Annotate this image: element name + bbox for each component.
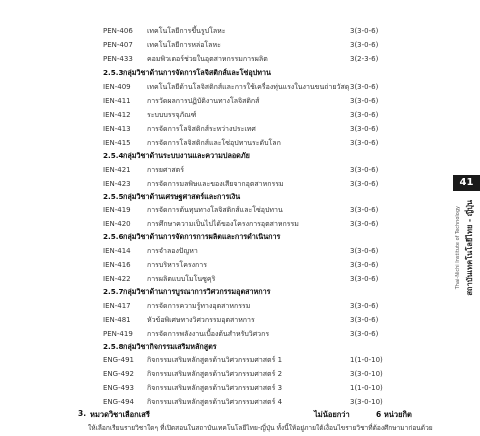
- course-credit: 3(3-0-6): [350, 139, 379, 147]
- course-row: [0, 244, 440, 258]
- course-code: ENG-491: [103, 356, 134, 364]
- course-code: PEN-407: [103, 41, 133, 49]
- course-title: เทคโนโลยีการขึ้นรูปโลหะ: [147, 27, 226, 35]
- footer-number: 3.: [78, 409, 87, 418]
- section-number: 2.5.7: [103, 287, 124, 296]
- course-credit: 3(3-0-6): [350, 125, 379, 133]
- section-heading: [103, 190, 433, 204]
- course-credit: 3(3-0-6): [350, 97, 379, 105]
- course-credit: 3(3-0-6): [350, 275, 379, 283]
- institute-sidebar: [452, 200, 480, 296]
- institute-name-th: สถาบันเทคโนโลยีไทย - ญี่ปุ่น: [465, 200, 474, 296]
- section-title: กลุ่มวิชาด้านระบบงานและความปลอดภัย: [123, 151, 250, 160]
- course-code: IEN-409: [103, 83, 131, 91]
- course-code: IEN-415: [103, 139, 131, 147]
- course-title: การจัดการความรู้ทางอุตสาหกรรม: [147, 302, 251, 310]
- course-code: ENG-492: [103, 370, 134, 378]
- course-title: การจัดการมลพิษและของเสียจากอุตสาหกรรม: [147, 180, 284, 188]
- course-credit: 3(3-0-6): [350, 41, 379, 49]
- course-title: การจัดการโลจิสติกส์ระหว่างประเทศ: [147, 125, 256, 133]
- course-credit: 3(3-0-6): [350, 166, 379, 174]
- institute-name-en: Thai-Nichi Institute of Technology: [455, 206, 461, 290]
- course-credit: 3(3-0-6): [350, 247, 379, 255]
- course-code: IEN-411: [103, 97, 131, 105]
- course-credit: 1(1-0-10): [350, 356, 383, 364]
- course-code: PEN-406: [103, 27, 133, 35]
- section-heading: [103, 149, 433, 163]
- section-number: 2.5.5: [103, 192, 124, 201]
- course-title: คอมพิวเตอร์ช่วยในอุตสาหกรรมการผลิต: [147, 55, 268, 63]
- course-row: [0, 217, 440, 231]
- footer-min-value: 6 หน่วยกิต: [376, 410, 412, 419]
- course-credit: 3(3-0-6): [350, 27, 379, 35]
- course-row: [0, 80, 440, 94]
- course-code: IEN-420: [103, 220, 131, 228]
- course-row: [0, 367, 440, 381]
- course-row: [0, 24, 440, 38]
- course-code: IEN-416: [103, 261, 131, 269]
- section-title: กลุ่มวิชาด้านการจัดการการผลิตและการดำเนินการ: [123, 232, 281, 241]
- course-title: การผลิตแบบโมโนซูคุริ: [147, 275, 216, 283]
- course-code: IEN-422: [103, 275, 131, 283]
- section-heading: [103, 340, 433, 354]
- course-credit: 3(3-0-10): [350, 370, 383, 378]
- course-code: IEN-413: [103, 125, 131, 133]
- footer-title: หมวดวิชาเลือกเสรี: [90, 410, 150, 419]
- section-number: 2.5.8: [103, 342, 124, 351]
- course-code: IEN-417: [103, 302, 131, 310]
- course-credit: 3(3-0-6): [350, 330, 379, 338]
- course-title: กิจกรรมเสริมหลักสูตรด้านวิศวกรรมศาสตร์ 2: [147, 370, 283, 378]
- course-code: IEN-414: [103, 247, 131, 255]
- course-row: [0, 299, 440, 313]
- course-row: [0, 353, 440, 367]
- course-row: [0, 177, 440, 191]
- course-credit: 3(3-0-6): [350, 302, 379, 310]
- course-title: การวัดผลการปฏิบัติงานทางโลจิสติกส์: [147, 97, 260, 105]
- course-row: [0, 52, 440, 66]
- page-number-tab: 41: [453, 175, 480, 191]
- course-row: [0, 94, 440, 108]
- section-title: กลุ่มวิชาด้านเศรษฐศาสตร์และการเงิน: [123, 192, 241, 201]
- course-code: ENG-493: [103, 384, 134, 392]
- course-title: การยศาสตร์: [147, 166, 184, 174]
- course-title: เทคโนโลยีการหล่อโลหะ: [147, 41, 221, 49]
- course-title: การจัดการพลังงานเบื้องต้นสำหรับวิศวกร: [147, 330, 270, 338]
- course-title: เทคโนโลยีด้านโลจิสติกส์และการใช้เครื่องทุ่นแรงในงานขนถ่ายวัสดุ: [147, 83, 350, 91]
- course-credit: 3(3-0-6): [350, 206, 379, 214]
- section-title: กลุ่มวิชากิจกรรมเสริมหลักสูตร: [123, 342, 217, 351]
- course-code: IEN-421: [103, 166, 131, 174]
- course-code: PEN-419: [103, 330, 133, 338]
- section-heading: [103, 66, 433, 80]
- course-title: การบริหารโครงการ: [147, 261, 207, 269]
- free-elective-note: ให้เลือกเรียนรายวิชาใดๆ ที่เปิดสอนในสถาบันเทคโนโลยีไทย-ญี่ปุ่น ทั้งนี้ให้อยู่ภายใต้เงื่อนไขรายวิชาที่ต้องศึกษามาก่อนด้วย: [88, 424, 433, 432]
- course-title: กิจกรรมเสริมหลักสูตรด้านวิศวกรรมศาสตร์ 4: [147, 398, 283, 406]
- course-title: กิจกรรมเสริมหลักสูตรด้านวิศวกรรมศาสตร์ 3: [147, 384, 283, 392]
- course-credit: 3(3-0-6): [350, 111, 379, 119]
- course-title: กิจกรรมเสริมหลักสูตรด้านวิศวกรรมศาสตร์ 1: [147, 356, 283, 364]
- course-row: [0, 395, 440, 409]
- section-title: กลุ่มวิชาด้านการจัดการโลจิสติกส์และโซ่อุปทาน: [123, 68, 271, 77]
- course-row: [0, 203, 440, 217]
- section-number: 2.5.3: [103, 68, 124, 77]
- course-title: การจัดการโลจิสติกส์และโซ่อุปทานระดับโลก: [147, 139, 281, 147]
- section-heading: [103, 285, 433, 299]
- course-row: [0, 327, 440, 341]
- course-credit: 3(3-0-6): [350, 220, 379, 228]
- course-row: [0, 258, 440, 272]
- course-code: IEN-481: [103, 316, 131, 324]
- course-row: [0, 38, 440, 52]
- section-number: 2.5.6: [103, 232, 124, 241]
- course-code: ENG-494: [103, 398, 134, 406]
- course-credit: 3(3-0-6): [350, 261, 379, 269]
- course-title: การจัดการต้นทุนทางโลจิสติกส์และโซ่อุปทาน: [147, 206, 283, 214]
- section-heading: [103, 230, 433, 244]
- course-row: [0, 136, 440, 150]
- course-title: หัวข้อพิเศษทางวิศวกรรมอุตสาหการ: [147, 316, 255, 324]
- course-title: การจำลองปัญหา: [147, 247, 198, 255]
- course-title: การศึกษาความเป็นไปได้ของโครงการอุตสาหกรรม: [147, 220, 299, 228]
- course-credit: 3(3-0-6): [350, 180, 379, 188]
- section-title: กลุ่มวิชาด้านการบูรณาการวิศวกรรมอุตสาหการ: [123, 287, 271, 296]
- course-row: [0, 163, 440, 177]
- course-title: ระบบบรรจุภัณฑ์: [147, 111, 197, 119]
- course-row: [0, 272, 440, 286]
- course-code: PEN-433: [103, 55, 133, 63]
- course-row: [0, 381, 440, 395]
- course-code: IEN-419: [103, 206, 131, 214]
- course-credit: 3(3-0-6): [350, 83, 379, 91]
- course-code: IEN-423: [103, 180, 131, 188]
- course-row: [0, 122, 440, 136]
- course-credit: 1(1-0-10): [350, 384, 383, 392]
- course-credit: 3(2-3-6): [350, 55, 379, 63]
- free-elective-heading: [78, 409, 438, 421]
- course-code: IEN-412: [103, 111, 131, 119]
- course-row: [0, 313, 440, 327]
- footer-min-label: ไม่น้อยกว่า: [314, 410, 350, 419]
- course-credit: 3(3-0-6): [350, 316, 379, 324]
- course-credit: 3(3-0-10): [350, 398, 383, 406]
- section-number: 2.5.4: [103, 151, 124, 160]
- course-row: [0, 108, 440, 122]
